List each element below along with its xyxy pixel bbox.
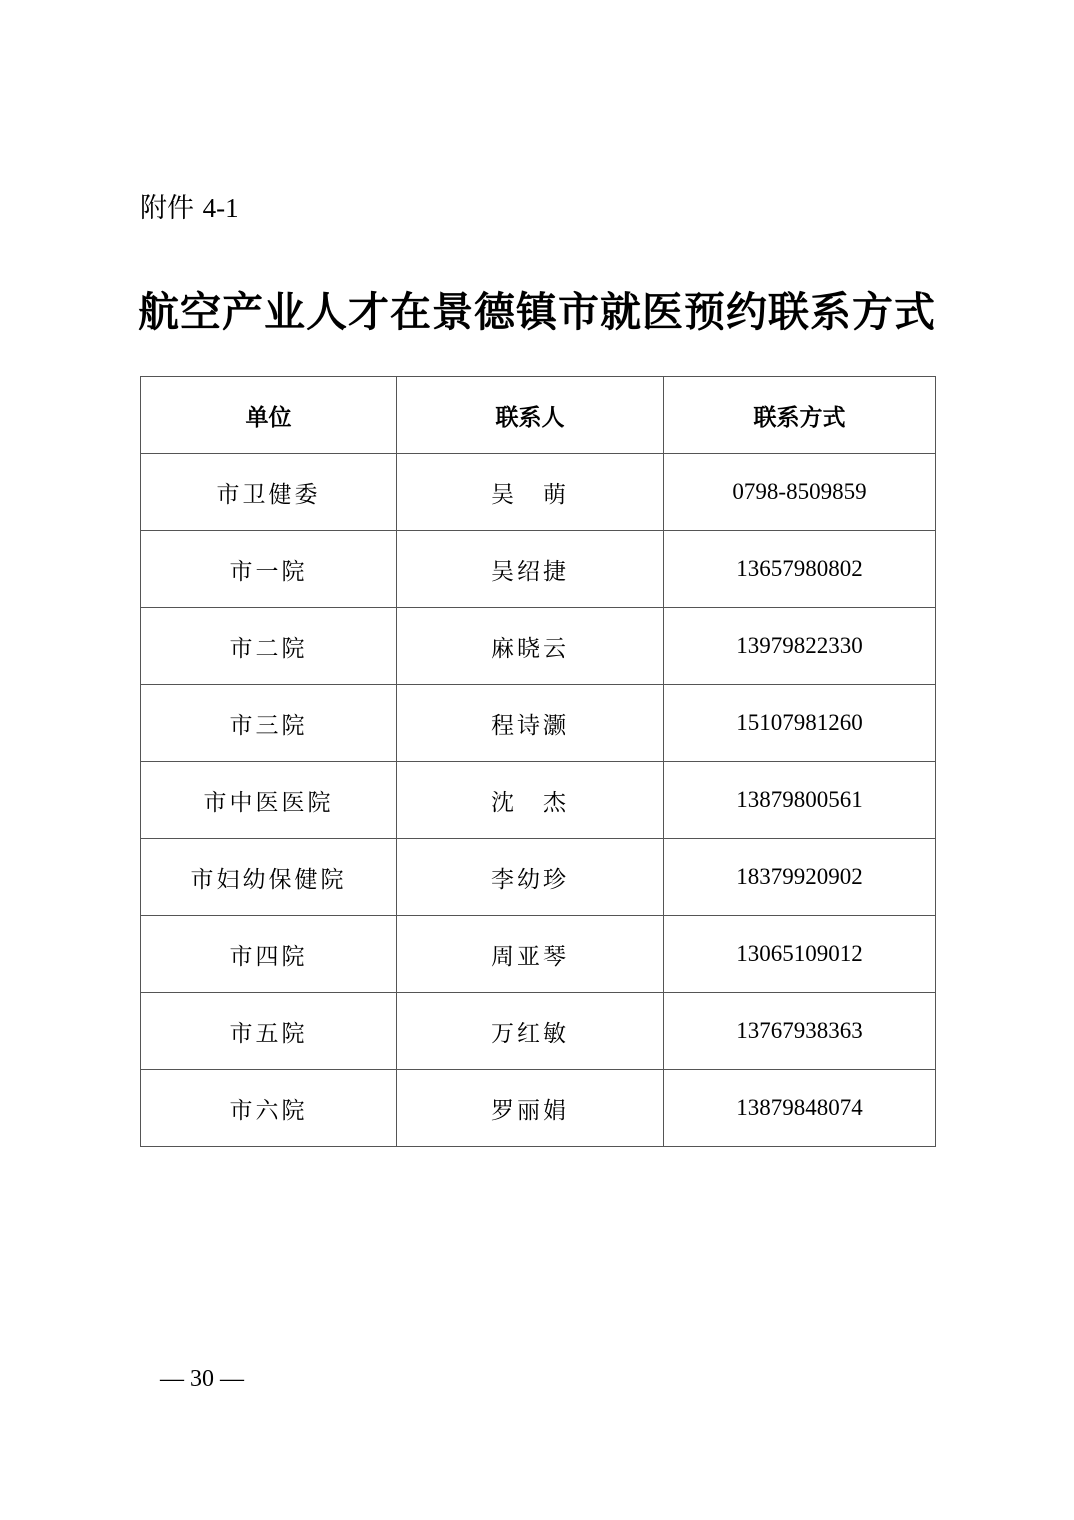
contact-person-cell: 吴绍捷 bbox=[397, 531, 664, 608]
unit-cell: 市二院 bbox=[141, 608, 397, 685]
contact-person-cell: 沈 杰 bbox=[397, 762, 664, 839]
table-row bbox=[141, 685, 936, 762]
contact-person-cell: 麻晓云 bbox=[397, 608, 664, 685]
column-header-contact-method: 联系方式 bbox=[664, 377, 936, 454]
phone-cell: 13979822330 bbox=[664, 608, 936, 685]
table-row bbox=[141, 916, 936, 993]
phone-cell: 0798-8509859 bbox=[664, 454, 936, 531]
phone-cell: 13879800561 bbox=[664, 762, 936, 839]
document-title: 航空产业人才在景德镇市就医预约联系方式 bbox=[138, 288, 936, 336]
table-row bbox=[141, 993, 936, 1070]
phone-cell: 13657980802 bbox=[664, 531, 936, 608]
contact-person-cell: 周亚琴 bbox=[397, 916, 664, 993]
table-row bbox=[141, 1070, 936, 1147]
phone-cell: 13879848074 bbox=[664, 1070, 936, 1147]
phone-cell: 18379920902 bbox=[664, 839, 936, 916]
unit-cell: 市一院 bbox=[141, 531, 397, 608]
table-row bbox=[141, 531, 936, 608]
unit-cell: 市六院 bbox=[141, 1070, 397, 1147]
unit-cell: 市五院 bbox=[141, 993, 397, 1070]
table-header-row bbox=[141, 377, 936, 454]
contact-person-cell: 万红敏 bbox=[397, 993, 664, 1070]
page-number: — 30 — bbox=[160, 1366, 244, 1392]
phone-cell: 13065109012 bbox=[664, 916, 936, 993]
contact-table bbox=[140, 376, 936, 1147]
unit-cell: 市妇幼保健院 bbox=[141, 839, 397, 916]
table-row bbox=[141, 839, 936, 916]
phone-cell: 15107981260 bbox=[664, 685, 936, 762]
contact-person-cell: 罗丽娟 bbox=[397, 1070, 664, 1147]
unit-cell: 市卫健委 bbox=[141, 454, 397, 531]
attachment-prefix: 附件 bbox=[140, 193, 194, 224]
contact-person-cell: 吴 萌 bbox=[397, 454, 664, 531]
column-header-unit: 单位 bbox=[141, 377, 397, 454]
phone-cell: 13767938363 bbox=[664, 993, 936, 1070]
attachment-number: 4-1 bbox=[202, 193, 239, 223]
contact-person-cell: 李幼珍 bbox=[397, 839, 664, 916]
unit-cell: 市三院 bbox=[141, 685, 397, 762]
unit-cell: 市中医医院 bbox=[141, 762, 397, 839]
table-row bbox=[141, 454, 936, 531]
attachment-label bbox=[140, 188, 239, 229]
unit-cell: 市四院 bbox=[141, 916, 397, 993]
contact-person-cell: 程诗灏 bbox=[397, 685, 664, 762]
table-row bbox=[141, 762, 936, 839]
table-row bbox=[141, 608, 936, 685]
column-header-contact-person: 联系人 bbox=[397, 377, 664, 454]
